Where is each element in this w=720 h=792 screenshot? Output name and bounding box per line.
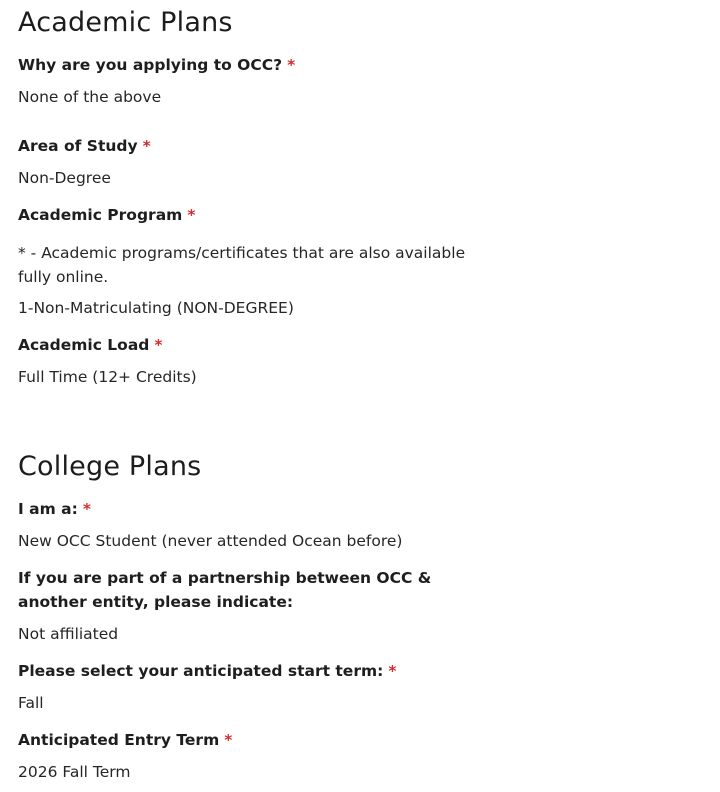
academic-load-label (18, 333, 163, 357)
area-of-study-label-text: Area of Study (18, 137, 138, 155)
entry-term-label (18, 728, 232, 752)
academic-load-label-text: Academic Load (18, 336, 150, 354)
required-marker: * (287, 56, 296, 74)
area-of-study-label (18, 134, 151, 158)
i-am-a-label-text: I am a: (18, 500, 78, 518)
academic-plans-title: Academic Plans (18, 7, 233, 38)
academic-program-label-text: Academic Program (18, 206, 183, 224)
start-term-label-text: Please select your anticipated start term: (18, 662, 384, 680)
required-marker: * (142, 137, 151, 155)
partnership-label: If you are part of a partnership between OCC & another entity, please indicate: (18, 569, 432, 611)
start-term-label (18, 659, 396, 683)
partnership-value: Not affiliated (18, 625, 119, 643)
i-am-a-value: New OCC Student (never attended Ocean before) (18, 532, 403, 550)
why-applying-label-text: Why are you applying to OCC? (18, 56, 283, 74)
required-marker: * (154, 336, 163, 354)
why-applying-label (18, 53, 295, 77)
required-marker: * (187, 206, 196, 224)
academic-program-label (18, 203, 195, 227)
academic-program-value: 1-Non-Matriculating (NON-DEGREE) (18, 299, 294, 317)
required-marker: * (82, 500, 91, 518)
start-term-value: Fall (18, 694, 44, 712)
entry-term-label-text: Anticipated Entry Term (18, 731, 220, 749)
academic-program-note: * - Academic programs/certificates that are also available fully online. (18, 244, 466, 286)
required-marker: * (388, 662, 397, 680)
i-am-a-label (18, 497, 91, 521)
entry-term-value: 2026 Fall Term (18, 763, 131, 781)
college-plans-title: College Plans (18, 451, 202, 482)
why-applying-value: None of the above (18, 88, 162, 106)
area-of-study-value: Non-Degree (18, 169, 111, 187)
required-marker: * (224, 731, 233, 749)
academic-load-value: Full Time (12+ Credits) (18, 368, 197, 386)
